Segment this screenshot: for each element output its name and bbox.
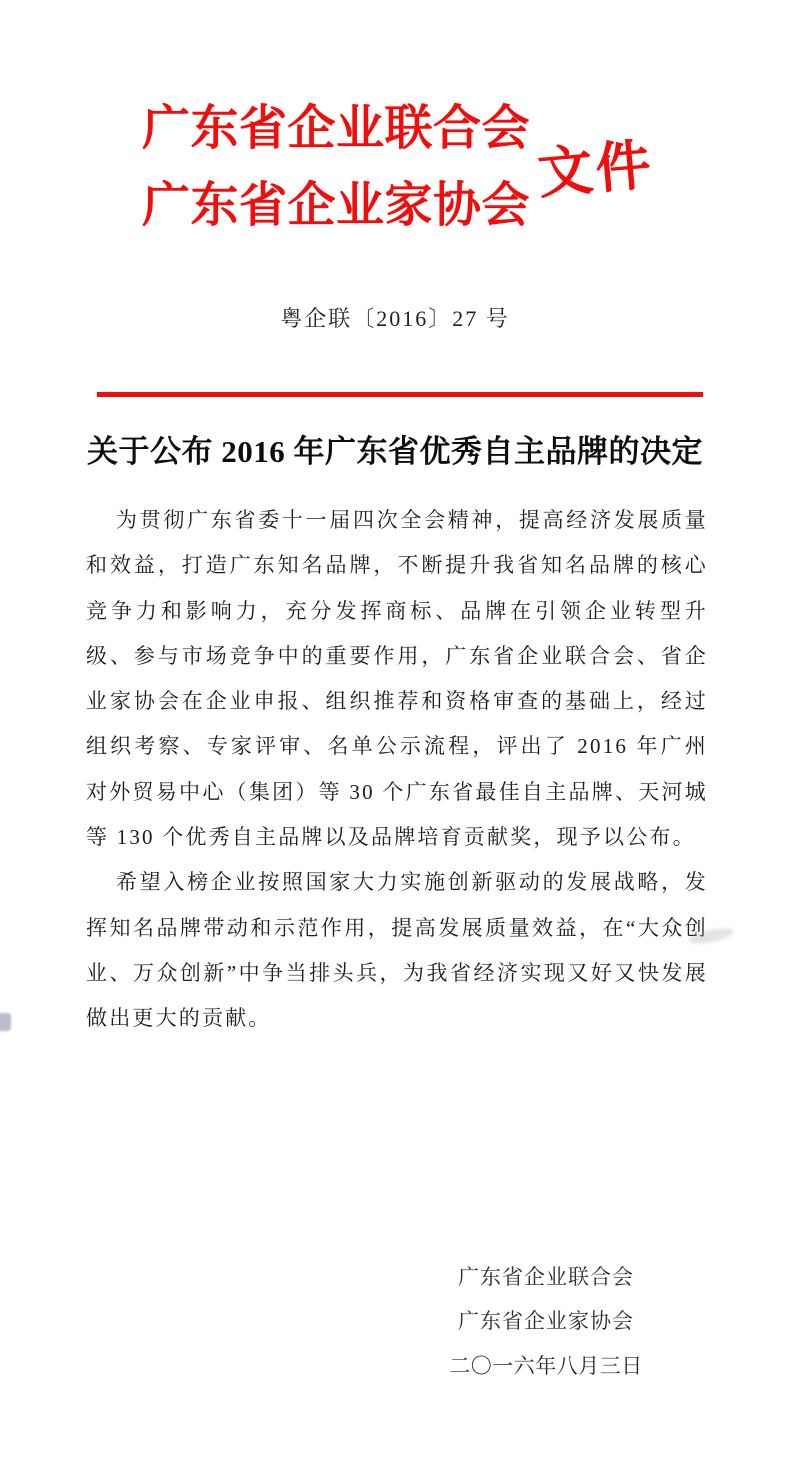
- letterhead-org-line2: 广东省企业家协会: [142, 179, 531, 232]
- doc-type-label: 文件: [535, 134, 657, 206]
- letterhead-org-line1: 广东省企业联合会: [142, 102, 531, 155]
- scan-edge-artifact: [0, 1013, 11, 1031]
- signature-date: 二〇一六年八月三日: [449, 1354, 643, 1378]
- red-divider-line: [97, 392, 703, 397]
- document-title: 关于公布 2016 年广东省优秀自主品牌的决定: [87, 434, 703, 469]
- document-body: [86, 498, 708, 1042]
- signature-org1: 广东省企业联合会: [458, 1265, 634, 1289]
- signature-org2: 广东省企业家协会: [458, 1309, 634, 1333]
- body-paragraph-2: 希望入榜企业按照国家大力实施创新驱动的发展战略，发挥知名品牌带动和示范作用，提高发展质量效益，在“大众创业、万众创新”中争当排头兵，为我省经济实现又好又快发展做出更大的贡献。: [86, 870, 708, 1031]
- body-paragraph-1: 为贯彻广东省委十一届四次全会精神，提高经济发展质量和效益，打造广东知名品牌，不断提升我省知名品牌的核心竞争力和影响力，充分发挥商标、品牌在引领企业转型升级、参与市场竞争中的重要作用，广东省企业联合会、省企业家协会在企业申报、组织推荐和资格审查的基础上，经过组织考察、专家评审、名单公示流程，评出了 2016 年广州对外贸易中心（集团）等 30 个广东省最佳自主品牌、天河城等 130 个优秀自主品牌以及品牌培育贡献奖，现予以公布。: [86, 508, 708, 850]
- doc-number: 粤企联〔2016〕27 号: [280, 306, 510, 331]
- letterhead-orgs: [142, 90, 530, 244]
